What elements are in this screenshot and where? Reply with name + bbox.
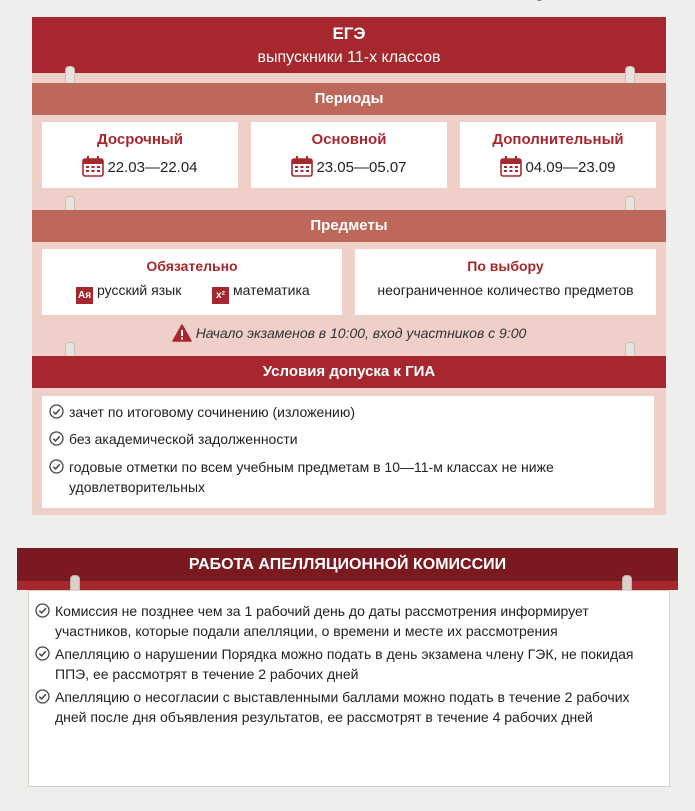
- check-circle-icon: [35, 689, 50, 704]
- period-card-early: [42, 122, 238, 188]
- period-card-additional: [460, 122, 656, 188]
- page-subtitle: выпускники 11-х классов: [257, 49, 441, 66]
- subject-russian: Ая русский язык: [76, 282, 181, 304]
- check-circle-icon: [35, 603, 50, 618]
- period-card-main: [251, 122, 447, 188]
- exam-start-notice: Начало экзаменов в 10:00, вход участников с 9:00: [32, 324, 666, 342]
- check-circle-icon: [35, 646, 50, 661]
- gia-conditions-card: [42, 396, 654, 508]
- mandatory-subjects-card: [42, 249, 342, 315]
- math-icon: x²: [212, 287, 229, 304]
- subjects-header: Предметы: [32, 210, 666, 242]
- periods-header: Периоды: [32, 83, 666, 115]
- check-circle-icon: [49, 459, 64, 474]
- period-dates: 22.03—22.04: [42, 155, 238, 177]
- brand-logo: [452, 0, 695, 6]
- list-item: Апелляцию о нарушении Порядка можно подать в день экзамена члену ГЭК, не покидая ППЭ, ее рассмотрят в течение 2 рабочих дней: [35, 644, 660, 684]
- period-dates: 23.05—05.07: [251, 155, 447, 177]
- ege-header: [32, 17, 666, 73]
- list-item: без академической задолженности: [49, 429, 639, 449]
- warning-icon: [172, 324, 192, 342]
- optional-text: неограниченное количество предметов: [377, 282, 634, 298]
- check-circle-icon: [49, 431, 64, 446]
- calendar-icon: [82, 155, 104, 177]
- list-item: зачет по итоговому сочинению (изложению): [49, 402, 639, 422]
- optional-title: По выбору: [467, 258, 544, 274]
- gia-header: Условия допуска к ГИА: [32, 356, 666, 388]
- period-name: Основной: [311, 131, 387, 148]
- appeal-header: РАБОТА АПЕЛЛЯЦИОННОЙ КОМИССИИ: [17, 548, 678, 581]
- check-circle-icon: [49, 404, 64, 419]
- period-name: Досрочный: [97, 131, 183, 148]
- mandatory-title: Обязательно: [146, 258, 238, 274]
- appeal-header-strip: [17, 581, 678, 590]
- calendar-icon: [291, 155, 313, 177]
- period-dates: 04.09—23.09: [460, 155, 656, 177]
- calendar-icon: [500, 155, 522, 177]
- list-item: годовые отметки по всем учебным предметам в 10—11-м классах не ниже удовлетворительных: [49, 457, 639, 497]
- appeal-card: [28, 590, 670, 787]
- list-item: Комиссия не позднее чем за 1 рабочий день до даты рассмотрения информирует участников, которые подали апелляции, о времени и месте их рассмотрения: [35, 601, 660, 641]
- subject-math: x² математика: [212, 282, 310, 304]
- russian-language-icon: Ая: [76, 287, 93, 304]
- page-title: ЕГЭ: [332, 24, 366, 43]
- list-item: Апелляцию о несогласии с выставленными баллами можно подать в течение 2 рабочих дней после дня объявления результатов, ее рассмотрят в течение 4 рабочих дней: [35, 687, 660, 727]
- period-name: Дополнительный: [492, 131, 624, 148]
- optional-subjects-card: [355, 249, 656, 315]
